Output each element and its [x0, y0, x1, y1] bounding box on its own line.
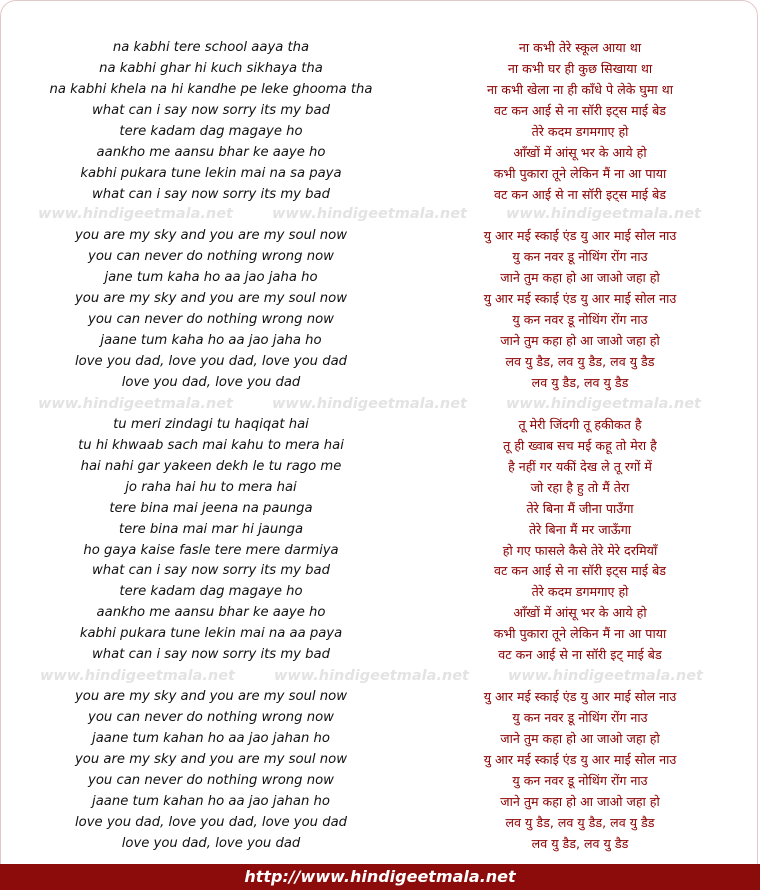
lyric-line-english: tere bina mai mar hi jaunga — [118, 521, 304, 537]
lyric-line-english: love you dad, love you dad, love you dad — [74, 354, 348, 370]
lyric-line-english: jaane tum kahan ho aa jao jahan ho — [92, 730, 330, 746]
watermark-text: www.hindigeetmala.net — [274, 668, 469, 684]
lyric-line-hindi: है नहीं गर यकीं देख ले तू रगों में — [508, 458, 652, 474]
lyric-line-hindi: वट कन आई से ना सॉरी इट् माई बेड — [498, 647, 662, 663]
lyric-line-hindi: हो गए फासले कैसे तेरे मेरे दरमियाँ — [502, 542, 658, 558]
lyric-line-english: what can i say now sorry its my bad — [91, 186, 331, 202]
stanza-gap — [6, 394, 416, 415]
lyric-line-hindi: जाने तुम कहा हो आ जाओ जहा हो — [500, 333, 660, 349]
lyric-line-english: you can never do nothing wrong now — [88, 312, 334, 328]
lyric-line-hindi: कभी पुकारा तूने लेकिन मैं ना आ पाया — [493, 626, 667, 642]
lyric-line-english: love you dad, love you dad — [121, 375, 301, 390]
lyric-line-english: ho gaya kaise fasle tere mere darmiya — [83, 542, 339, 558]
lyric-line-english: kabhi pukara tune lekin mai na sa paya — [80, 165, 342, 181]
lyric-line-english: you can never do nothing wrong now — [88, 249, 334, 265]
lyric-line-english: aankho me aansu bhar ke aaye ho — [96, 605, 326, 621]
lyric-line-hindi: यु आर मई स्काई एंड यु आर माई सोल नाउ — [483, 689, 677, 705]
watermark-text: www.hindigeetmala.net — [508, 668, 703, 684]
lyric-line-english: what can i say now sorry its my bad — [91, 563, 331, 579]
lyric-line-english: jaane tum kaha ho aa jao jaha ho — [100, 333, 322, 349]
lyric-line-hindi: जाने तुम कहा हो आ जाओ जहा हो — [500, 793, 660, 809]
lyric-line-hindi: यु कन नवर डू नोथिंग रोंग नाउ — [512, 710, 648, 725]
lyric-line-english: you can never do nothing wrong now — [88, 710, 334, 725]
lyric-line-english: na kabhi khela na hi kandhe pe leke ghooma tha — [49, 81, 373, 97]
lyric-line-hindi: लव यु डैड, लव यु डैड, लव यु डैड — [505, 354, 655, 370]
lyric-line-english: love you dad, love you dad — [121, 835, 301, 851]
lyric-line-hindi: वट कन आई से ना सॉरी इट्स माई बेड — [494, 102, 666, 118]
stanza-gap — [410, 206, 750, 227]
lyric-line-english: what can i say now sorry its my bad — [91, 647, 331, 663]
lyric-line-hindi: तेरे बिना मैं मर जाऊँगा — [528, 521, 632, 537]
watermark-text: www.hindigeetmala.net — [40, 668, 235, 684]
lyric-line-hindi: तेरे कदम डगमगाए हो — [531, 123, 629, 139]
lyric-line-hindi: लव यु डैड, लव यु डैड — [531, 375, 629, 390]
site-url-footer[interactable]: http://www.hindigeetmala.net — [0, 864, 760, 890]
lyric-line-english: hai nahi gar yakeen dekh le tu rago me — [80, 458, 342, 474]
lyric-line-hindi: तेरे कदम डगमगाए हो — [531, 584, 629, 600]
lyric-line-english: you are my sky and you are my soul now — [74, 228, 348, 244]
lyric-line-english: jane tum kaha ho aa jao jaha ho — [104, 270, 318, 286]
lyric-line-english: na kabhi tere school aaya tha — [112, 40, 310, 55]
stanza-gap — [6, 666, 416, 687]
lyric-line-hindi: आँखों में आंसू भर के आये हो — [513, 144, 647, 160]
lyric-line-english: you are my sky and you are my soul now — [74, 291, 348, 307]
lyric-line-english: tu hi khwaab sach mai kahu to mera hai — [78, 437, 344, 453]
watermark-text: www.hindigeetmala.net — [506, 396, 701, 412]
lyric-line-english: tere kadam dag magaye ho — [119, 584, 303, 600]
lyric-line-hindi: ना कभी खेला ना ही काँधे पे लेके घुमा था — [487, 81, 673, 97]
lyrics-english-column — [6, 38, 416, 855]
lyric-line-english: tu meri zindagi tu haqiqat hai — [113, 416, 309, 432]
lyric-line-hindi: लव यु डैड, लव यु डैड, लव यु डैड — [505, 814, 655, 830]
lyric-line-english: tere bina mai jeena na paunga — [109, 500, 313, 516]
stanza-gap — [6, 206, 416, 227]
lyric-line-hindi: जाने तुम कहा हो आ जाओ जहा हो — [500, 730, 660, 746]
watermark-text: www.hindigeetmala.net — [506, 206, 701, 222]
lyric-line-english: you are my sky and you are my soul now — [74, 689, 348, 705]
lyric-line-hindi: ना कभी तेरे स्कूल आया था — [518, 40, 642, 55]
lyric-line-english: you are my sky and you are my soul now — [74, 751, 348, 767]
lyrics-hindi-column — [410, 38, 750, 855]
lyric-line-english: na kabhi ghar hi kuch sikhaya tha — [99, 60, 323, 76]
lyric-line-hindi: यु कन नवर डू नोथिंग रोंग नाउ — [512, 249, 648, 265]
lyric-line-hindi: ना कभी घर ही कुछ सिखाया था — [507, 60, 653, 76]
watermark-text: www.hindigeetmala.net — [38, 396, 233, 412]
lyric-line-hindi: यु कन नवर डू नोथिंग रोंग नाउ — [512, 772, 648, 788]
lyric-line-hindi: लव यु डैड, लव यु डैड — [531, 835, 629, 851]
lyric-line-hindi: तू ही ख्वाब सच मई कहू तो मेरा है — [503, 437, 657, 453]
lyric-line-hindi: आँखों में आंसू भर के आये हो — [513, 605, 647, 621]
lyric-line-english: tere kadam dag magaye ho — [119, 123, 303, 139]
lyric-line-hindi: वट कन आई से ना सॉरी इट्स माई बेड — [494, 186, 666, 202]
lyric-line-hindi: यु आर मई स्काई एंड यु आर माई सोल नाउ — [483, 751, 677, 767]
lyric-line-hindi: कभी पुकारा तूने लेकिन मैं ना आ पाया — [493, 165, 667, 181]
lyric-line-english: aankho me aansu bhar ke aaye ho — [96, 144, 326, 160]
lyric-line-english: love you dad, love you dad, love you dad — [74, 814, 348, 830]
watermark-text: www.hindigeetmala.net — [272, 396, 467, 412]
stanza-gap — [410, 666, 750, 687]
lyric-line-english: jo raha hai hu to mera hai — [125, 479, 297, 495]
watermark-text: www.hindigeetmala.net — [272, 206, 467, 222]
watermark-text: www.hindigeetmala.net — [38, 206, 233, 222]
lyric-line-hindi: वट कन आई से ना सॉरी इट्स माई बेड — [494, 563, 666, 579]
lyric-line-english: kabhi pukara tune lekin mai na aa paya — [79, 626, 343, 642]
lyric-line-english: you can never do nothing wrong now — [88, 772, 334, 788]
lyric-line-hindi: यु कन नवर डू नोथिंग रोंग नाउ — [512, 312, 648, 328]
lyric-line-hindi: जाने तुम कहा हो आ जाओ जहा हो — [500, 270, 660, 286]
lyric-line-hindi: जो रहा है हु तो मैं तेरा — [530, 479, 630, 495]
lyric-line-hindi: यु आर मई स्काई एंड यु आर माई सोल नाउ — [483, 291, 677, 307]
stanza-gap — [410, 394, 750, 415]
lyric-line-english: jaane tum kahan ho aa jao jahan ho — [92, 793, 330, 809]
lyric-line-hindi: तू मेरी जिंदगी तू हकीकत है — [518, 416, 642, 432]
lyric-line-hindi: यु आर मई स्काई एंड यु आर माई सोल नाउ — [483, 228, 677, 244]
lyric-line-english: what can i say now sorry its my bad — [91, 102, 331, 118]
lyric-line-hindi: तेरे बिना मैं जीना पाउँगा — [526, 500, 634, 516]
